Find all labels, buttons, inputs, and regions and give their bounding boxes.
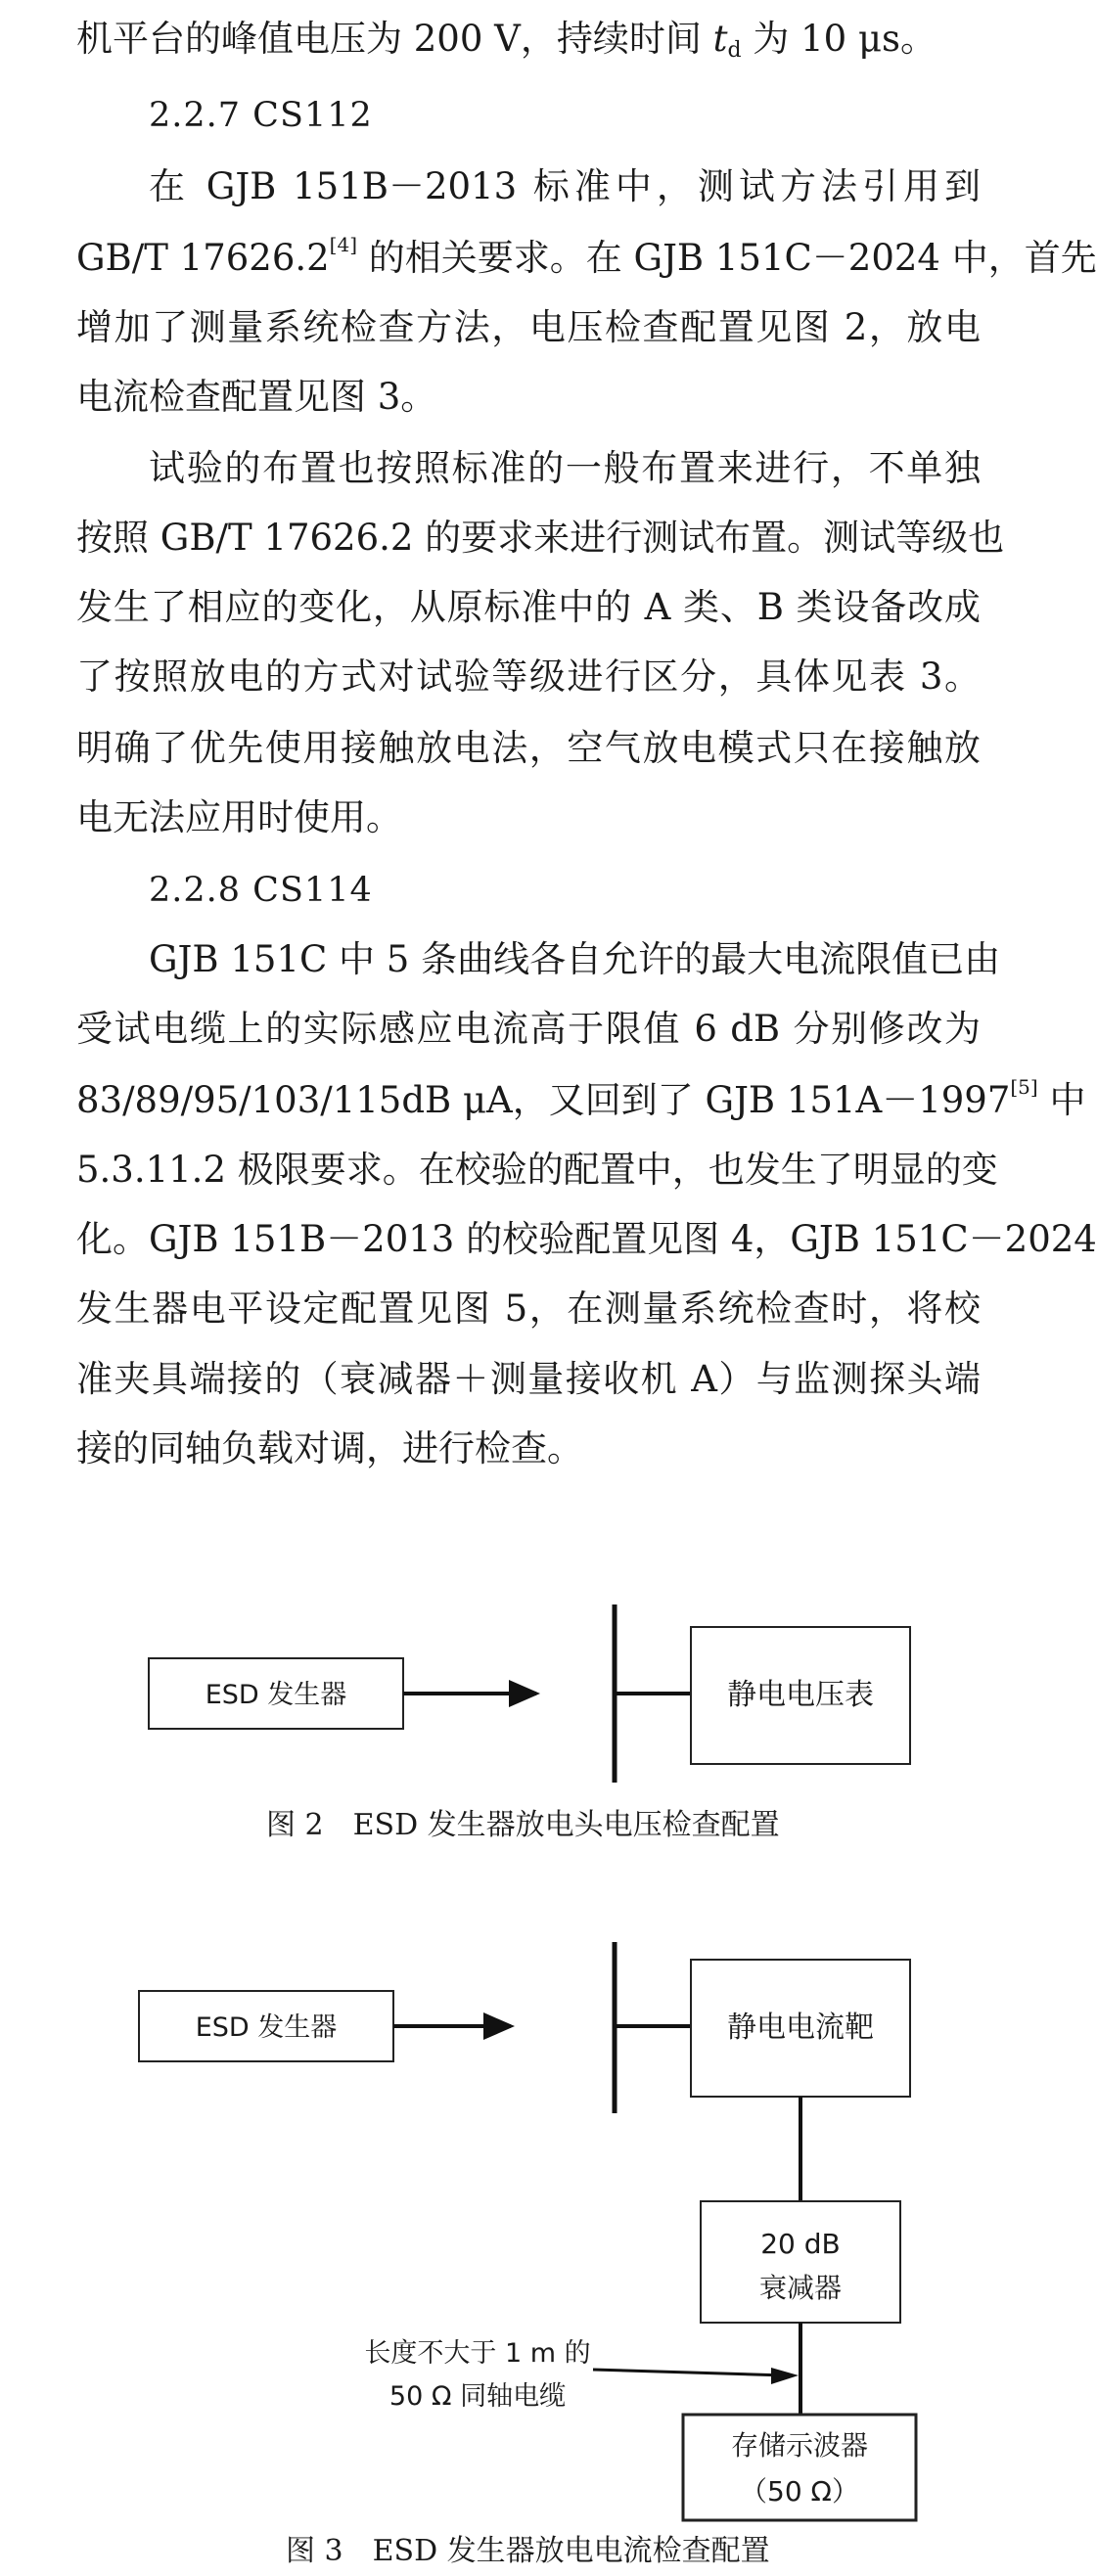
section-heading-2-2-7: 2.2.7 CS112 (149, 96, 373, 135)
electrostatic-voltmeter-label: 静电电压表 (727, 1678, 874, 1712)
section-heading-2-2-8: 2.2.8 CS114 (149, 871, 373, 910)
text-line-8: 按照 GB/T 17626.2 的要求来进行测试布置。测试等级也 (76, 517, 1005, 559)
text-span: 83/89/95/103/115dB μA，又回到了 GJB 151A－1997 (76, 1079, 1011, 1121)
cable-label-1: 长度不大于 1 m 的 (364, 2338, 591, 2369)
oscilloscope-label-2: （50 Ω） (740, 2475, 859, 2508)
text-span: 机平台的峰值电压为 200 V，持续时间 (76, 18, 713, 60)
text-line-3: 在 GJB 151B－2013 标准中，测试方法引用到 (149, 165, 981, 207)
reference-5: [5] (1010, 1074, 1038, 1099)
text-span: 为 10 μs。 (741, 18, 937, 60)
text-line-19: 发生器电平设定配置见图 5，在测量系统检查时，将校 (76, 1288, 981, 1330)
text-line-9: 发生了相应的变化，从原标准中的 A 类、B 类设备改成 (76, 586, 981, 628)
figure-3-caption: 图 3 ESD 发生器放电电流检查配置 (286, 2534, 770, 2568)
text-line-17: 5.3.11.2 极限要求。在校验的配置中，也发生了明显的变 (76, 1149, 998, 1191)
text-line-20: 准夹具端接的（衰减器＋测量接收机 A）与监测探头端 (76, 1358, 981, 1400)
text-line-11: 明确了优先使用接触放电法，空气放电模式只在接触放 (76, 727, 981, 769)
reference-4: [4] (329, 232, 358, 256)
cable-pointer-line (593, 2370, 785, 2375)
figure-2 (149, 1604, 910, 1783)
esd-generator-label: ESD 发生器 (195, 2012, 338, 2043)
cable-pointer-head (771, 2368, 799, 2384)
text-line-12: 电无法应用时使用。 (76, 796, 402, 838)
text-span: 中 (1037, 1079, 1086, 1121)
arrow-head (509, 1680, 540, 1707)
text-line-7: 试验的布置也按照标准的一般布置来进行，不单独 (149, 447, 981, 489)
cable-label-2: 50 Ω 同轴电缆 (389, 2381, 567, 2412)
text-line-5: 增加了测量系统检查方法，电压检查配置见图 2，放电 (76, 306, 981, 348)
figure-3 (139, 1942, 916, 2520)
esd-generator-label: ESD 发生器 (205, 1680, 347, 1710)
text-span: GB/T 17626.2 (76, 237, 330, 279)
text-line-15: 受试电缆上的实际感应电流高于限值 6 dB 分别修改为 (76, 1008, 981, 1050)
text-line-18: 化。GJB 151B－2013 的校验配置见图 4，GJB 151C－2024 (76, 1218, 1097, 1260)
text-line-21: 接的同轴负载对调，进行检查。 (76, 1427, 583, 1469)
symbol-subscript: d (727, 38, 742, 63)
arrow-head (483, 2012, 515, 2040)
attenuator-label-1: 20 dB (760, 2228, 841, 2260)
attenuator-box (701, 2201, 900, 2323)
text-span: 的相关要求。在 GJB 151C－2024 中，首先 (357, 237, 1097, 279)
text-line-10: 了按照放电的方式对试验等级进行区分，具体见表 3。 (76, 655, 981, 698)
figure-2-caption: 图 2 ESD 发生器放电头电压检查配置 (266, 1808, 780, 1842)
text-line-14: GJB 151C 中 5 条曲线各自允许的最大电流限值已由 (149, 938, 1001, 980)
current-target-label: 静电电流靶 (727, 2011, 874, 2045)
oscilloscope-label-1: 存储示波器 (730, 2429, 869, 2462)
text-line-6: 电流检查配置见图 3。 (76, 376, 437, 418)
attenuator-label-2: 衰减器 (758, 2272, 843, 2304)
symbol-t: t (712, 18, 728, 60)
